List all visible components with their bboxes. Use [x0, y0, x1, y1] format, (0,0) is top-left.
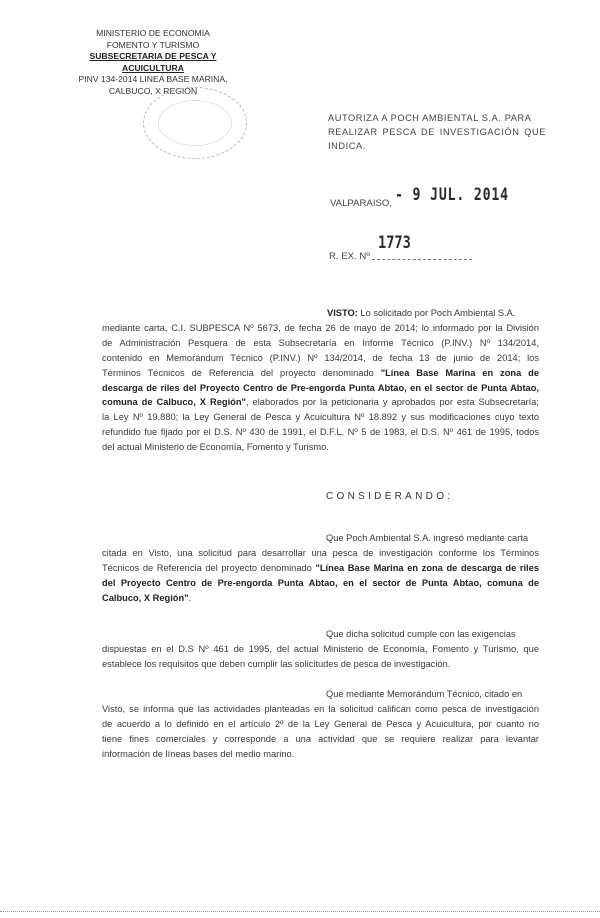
punctuation: .: [188, 592, 192, 603]
project-name: comuna de Calbuco, X Región": [102, 397, 246, 408]
considerando-2: [102, 627, 539, 672]
visto-paragraph: [102, 306, 539, 455]
ministry-subname: FOMENTO Y TURISMO: [106, 39, 200, 50]
reference-line-1: PINV 134-2014 LINEA BASE MARINA,: [78, 74, 228, 84]
considerando-line: citada en Visto, una solicitud para desarrollar una pesca de investigación conforme los Términos: [102, 547, 539, 558]
considerando-line: dispuestas en el D.S Nº 461 de 1995, del actual Ministerio de Economía, Fomento y Turismo, que: [102, 643, 539, 654]
reference-line-2: CALBUCO, X REGIÓN: [108, 85, 198, 96]
visto-line: de Administración Pesquera de esta Subsecretaría en Informe Técnico (P.INV.) Nº 134/2014,: [102, 337, 539, 348]
ministry-header: [58, 28, 248, 97]
visto-line: mediante carta, C.I. SUBPESCA Nº 5673, de fecha 26 de mayo de 2014; lo informado por la División: [102, 322, 539, 333]
resolution-number: 1773: [378, 233, 411, 253]
stamped-date: - 9 JUL. 2014: [395, 185, 509, 205]
project-name: del Proyecto Centro de Pre-engorda Punta Abtao, en el sector de Punta Abtao, comuna de: [102, 577, 539, 588]
visto-line: Lo solicitado por Poch Ambiental S.A.: [360, 308, 516, 318]
considerando-line: Que dicha solicitud cumple con las exigencias: [326, 629, 516, 639]
considerando-line: Técnicos de Referencia del proyecto denominado: [102, 562, 312, 573]
visto-line: Términos Técnicos de Referencia del proyecto denominado: [102, 367, 374, 378]
subsecretaria-name: SUBSECRETARIA DE PESCA Y ACUICULTURA: [89, 51, 217, 73]
considerando-line: tiene fines comerciales y corresponde a una actividad que se requiere realizar para levantar: [102, 733, 539, 744]
resolution-number-line: [372, 259, 472, 260]
considerando-3: [102, 687, 539, 762]
subject-line-1: AUTORIZA A POCH AMBIENTAL S.A. PARA: [328, 113, 532, 123]
visto-line: la Ley Nº 19.880; la Ley General de Pesca y Acuicultura Nº 18.892 y sus modificaciones cuyo texto: [102, 412, 539, 423]
considerando-line: Que Poch Ambiental S.A. ingresó mediante carta: [326, 533, 529, 543]
subject-line-2: REALIZAR PESCA DE INVESTIGACIÓN QUE INDICA.: [328, 127, 546, 151]
considerando-line: Visto, se informa que las actividades planteadas en la solicitud califican como pesca de investigación: [102, 703, 539, 714]
resolution-number-label: R. EX. Nº: [329, 251, 370, 262]
considerando-heading: CONSIDERANDO:: [326, 491, 454, 502]
project-name: "Línea Base Marina en zona de descarga de riles: [315, 562, 539, 573]
project-name: "Línea Base Marina en zona de: [380, 367, 540, 378]
considerando-line: de acuerdo a lo definido en el artículo 2º de la Ley General de Pesca y Acuicultura, por cuanto no: [102, 718, 539, 729]
considerando-line: Que mediante Memorándum Técnico, citado en: [326, 689, 523, 699]
official-seal: [143, 87, 247, 159]
page-footer-line: [0, 911, 600, 916]
resolution-subject: [328, 111, 546, 153]
visto-line: del actual Ministerio de Economía, Fomento y Turismo.: [102, 442, 329, 453]
place-label: VALPARAISO,: [330, 198, 393, 209]
project-name: descarga de riles del Proyecto Centro de Pre-engorda Punta Abtao, en el sector de Punta Abtao,: [102, 382, 539, 393]
project-name: Calbuco, X Región": [102, 592, 189, 603]
visto-line: refundido fue fijado por el D.S. Nº 430 de 1991, el D.F.L. Nº 5 de 1983, el D.S. Nº 461 de 1995, todos: [102, 427, 539, 438]
visto-label: VISTO:: [327, 308, 358, 318]
considerando-line: establece los requisitos que deben cumplir las solicitudes de pesca de investigación.: [102, 658, 451, 669]
considerando-line: información de líneas bases del medio marino.: [102, 748, 295, 759]
considerando-1: [102, 531, 539, 606]
visto-line: contenido en Memorándum Técnico (P.INV.) Nº 134/2014, de fecha 13 de junio de 2014; los: [102, 352, 539, 363]
visto-line: , elaborados por la peticionaria y aprobados por esta Subsecretaría;: [245, 397, 539, 408]
ministry-name: MINISTERIO DE ECONOMIA: [96, 28, 210, 38]
